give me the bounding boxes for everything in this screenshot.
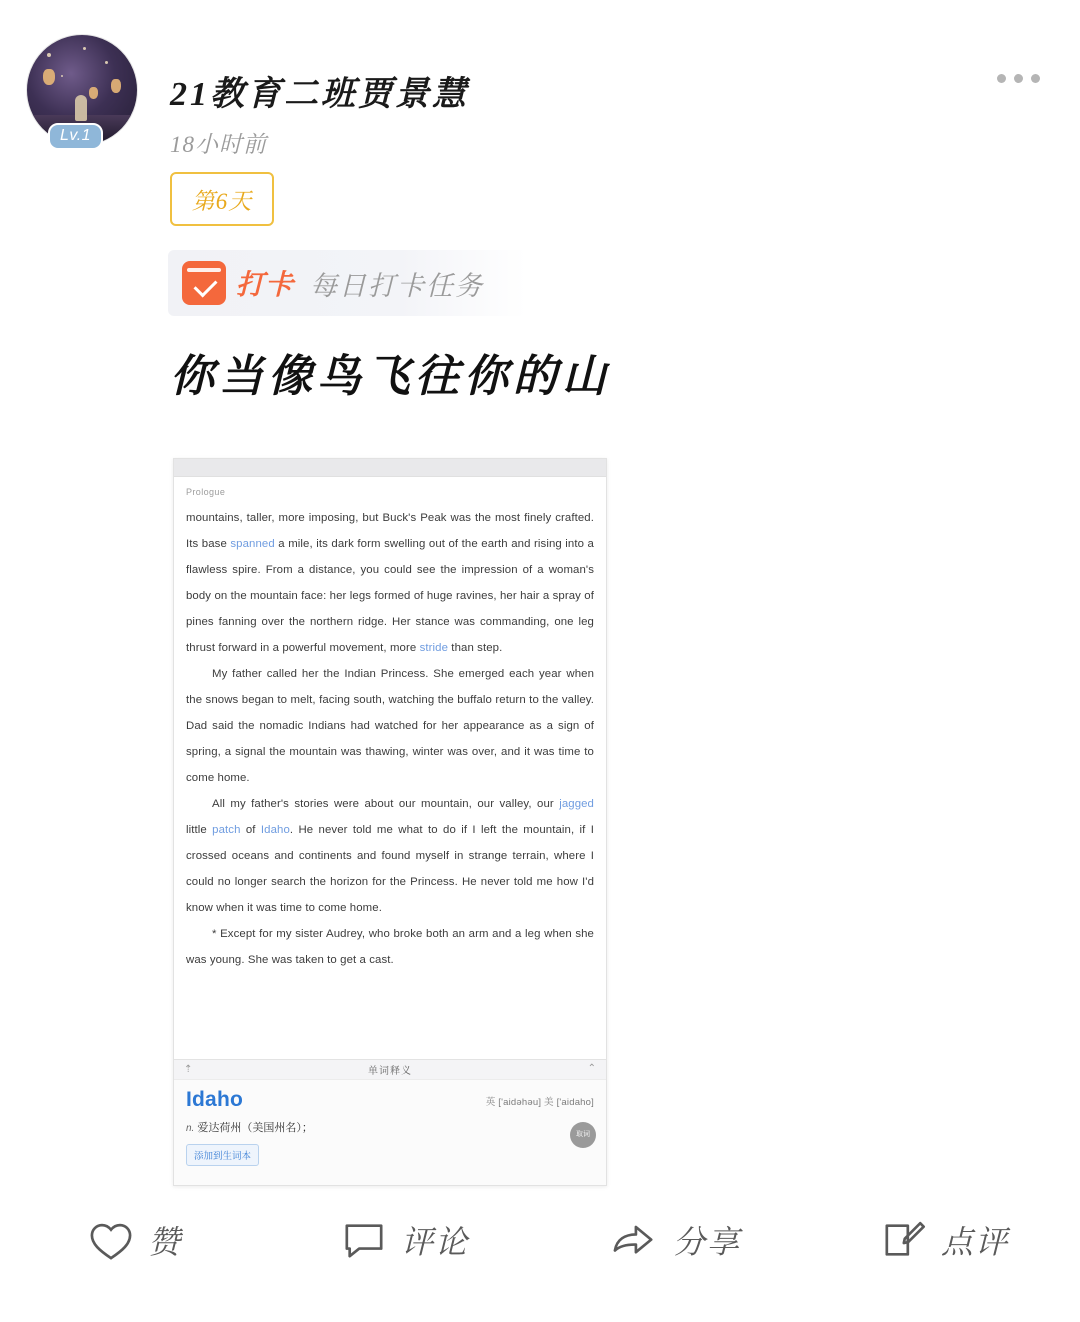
- paragraph-text: All my father's stories were about our mountain, our valley, our: [212, 798, 560, 810]
- paragraph-text: little: [186, 824, 213, 836]
- definition-text: 爱达荷州（美国州名）；: [197, 1122, 313, 1134]
- review-icon: [881, 1219, 927, 1261]
- like-button[interactable]: [0, 1217, 270, 1263]
- paragraph-text: mountains, taller, more imposing, but Buck's Peak was the most finely crafted. Its base: [186, 512, 594, 550]
- paragraph-text: of: [240, 824, 261, 836]
- reader-paragraphs: [186, 505, 594, 973]
- checkin-label: 打卡: [236, 270, 295, 301]
- paragraph-text: * Except for my sister Audrey, who broke both an arm and a leg when she was young. She was taken to get a cast.: [186, 928, 594, 966]
- reader-paragraph: [186, 921, 594, 973]
- heart-icon: [88, 1219, 134, 1261]
- highlighted-word[interactable]: patch: [212, 824, 241, 836]
- add-to-wordbook-button[interactable]: 添加到生词本: [186, 1144, 259, 1166]
- avatar[interactable]: [26, 34, 138, 146]
- comment-label: 评论: [400, 1224, 469, 1260]
- highlighted-word[interactable]: spanned: [230, 538, 275, 550]
- attached-screenshot[interactable]: [173, 458, 607, 1186]
- word-capture-fab[interactable]: 取词: [570, 1122, 596, 1148]
- reader-paragraph: [186, 661, 594, 791]
- screenshot-topbar: [174, 459, 606, 477]
- level-badge: Lv.1: [48, 123, 103, 150]
- day-tag: 第6天: [170, 172, 274, 226]
- checkin-calendar-icon: [182, 261, 226, 305]
- dictionary-phonetics[interactable]: 英 ['aidəhəu] 美 ['aidaho]: [485, 1097, 594, 1108]
- post-time: 18小时前: [170, 132, 267, 157]
- checkin-task-bar[interactable]: [168, 250, 526, 316]
- comment-button[interactable]: [270, 1217, 540, 1263]
- highlighted-word[interactable]: stride: [419, 642, 449, 654]
- reader-paragraph: [186, 791, 594, 921]
- dictionary-body: [174, 1080, 606, 1174]
- post-header: [0, 26, 1080, 156]
- chevron-up-icon[interactable]: ⌃: [587, 1063, 596, 1074]
- paragraph-text: . He never told me what to do if I left the mountain, if I crossed oceans and continents and found myself in strange terrain, where I could no longer search the horizon for the Princess. He never told me how I'd know when it was time to come home.: [186, 824, 595, 914]
- highlighted-word[interactable]: jagged: [559, 798, 594, 810]
- share-button[interactable]: [540, 1217, 810, 1263]
- comment-icon: [341, 1219, 387, 1261]
- share-label: 分享: [672, 1224, 741, 1260]
- share-icon: [609, 1219, 659, 1261]
- chapter-label: Prologue: [186, 487, 226, 497]
- bottom-spacer: [0, 1310, 1080, 1322]
- user-name[interactable]: 21教育二班贾景慧: [170, 76, 469, 113]
- more-horizontal-icon[interactable]: [997, 74, 1040, 83]
- paragraph-text: than step.: [448, 642, 503, 654]
- paragraph-text: My father called her the Indian Princess. She emerged each year when the snows began to melt, facing south, watching the buffalo return to the valley. Dad said the nomadic Indians had watched for her appearance as a sign of spring, a signal the mountain was thawing, winter was over, and it was time to come home.: [186, 668, 594, 784]
- reader-text-area: [174, 477, 606, 973]
- dictionary-panel: [174, 1059, 606, 1185]
- dictionary-header: [174, 1060, 606, 1080]
- action-bar: [0, 1200, 1080, 1280]
- checkin-sublabel: 每日打卡任务: [310, 270, 485, 301]
- like-label: 赞: [147, 1224, 182, 1260]
- dictionary-title: 单词释义: [368, 1066, 412, 1077]
- highlighted-word[interactable]: Idaho: [260, 824, 290, 836]
- reader-paragraph: [186, 505, 594, 661]
- review-label: 点评: [940, 1224, 1009, 1260]
- dictionary-definition: [186, 1119, 594, 1135]
- paragraph-text: a mile, its dark form swelling out of the earth and rising into a flawless spire. From a distance, you could see the impression of a woman's body on the mountain face: her legs formed of huge ravines, her hair a spray of pines fanning over the northern ridge. Her stance was commanding, one leg thrust forward in a powerful movement, more: [186, 538, 594, 654]
- review-button[interactable]: [810, 1217, 1080, 1263]
- pin-icon[interactable]: ⇡: [184, 1064, 193, 1075]
- dictionary-word: Idaho: [186, 1088, 243, 1111]
- part-of-speech: n.: [186, 1123, 195, 1134]
- page-title: 你当像鸟飞往你的山: [170, 352, 611, 401]
